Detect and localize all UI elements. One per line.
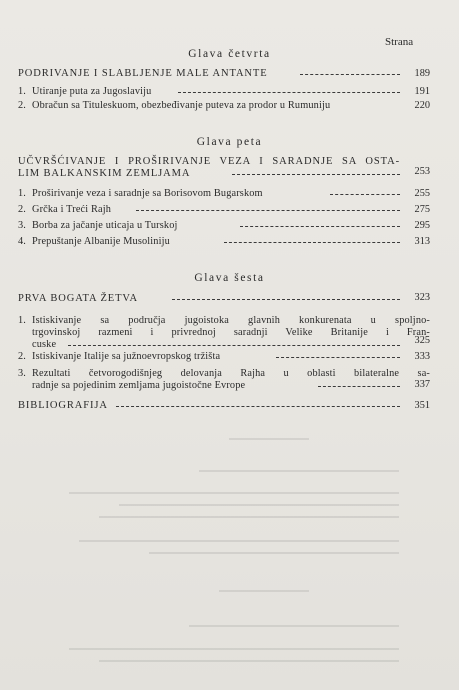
section-heading-4: Glava četvrta	[188, 48, 271, 60]
chapter-title-6: PRVA BOGATA ŽETVA	[18, 293, 139, 304]
dot-leader	[136, 210, 400, 212]
toc-item-text-line3: cuske	[32, 339, 57, 350]
toc-item-text: Proširivanje veza i saradnje sa Borisovom Bugarskom	[32, 188, 263, 199]
toc-item-number: 3.	[18, 368, 27, 379]
bibliography-title: BIBLIOGRAFIJA	[18, 400, 108, 411]
toc-item-page: 333	[414, 351, 430, 362]
toc-item-page: 313	[414, 236, 430, 247]
toc-item-text-line2: trgovinskoj razmeni i privrednoj saradnji Velike Britanije i Fran-	[32, 327, 430, 338]
toc-item-text: Grčka i Treći Rajh	[32, 204, 112, 215]
dot-leader	[300, 74, 400, 76]
toc-item-text: Obračun sa Tituleskuom, obezbeđivanje puteva za prodor u Rumuniju	[32, 100, 331, 111]
toc-item-number: 1.	[18, 315, 27, 326]
toc-item-number: 2.	[18, 100, 27, 111]
chapter-page-6: 323	[414, 292, 430, 303]
bibliography-page: 351	[414, 400, 430, 411]
toc-item-text-line1: Istiskivanje sa područja jugoistoka glavnih konkurenata u spoljno-	[32, 315, 430, 326]
toc-item-page: 220	[414, 100, 430, 111]
toc-item-text: Borba za jačanje uticaja u Turskoj	[32, 220, 178, 231]
toc-item-number: 4.	[18, 236, 27, 247]
toc-item-text-line2: radnje sa pojedinim zemljama jugoistočne Evrope	[32, 380, 246, 391]
section-heading-5: Glava peta	[196, 136, 263, 148]
toc-item-page: 275	[414, 204, 430, 215]
toc-item-page: 295	[414, 220, 430, 231]
toc-item-text: Istiskivanje Italije sa južnoevropskog tržišta	[32, 351, 221, 362]
toc-item-number: 1.	[18, 188, 27, 199]
toc-item-page: 255	[414, 188, 430, 199]
toc-item-number: 2.	[18, 204, 27, 215]
dot-leader	[172, 299, 400, 301]
toc-item-page: 191	[414, 86, 430, 97]
dot-leader	[276, 357, 400, 359]
chapter-page-5: 253	[414, 166, 430, 177]
chapter-title-5-line2: LIM BALKANSKIM ZEMLJAMA	[18, 168, 191, 179]
dot-leader	[178, 92, 400, 94]
chapter-title-4: PODRIVANJE I SLABLJENJE MALE ANTANTE	[18, 68, 268, 79]
toc-item-number: 2.	[18, 351, 27, 362]
toc-item-number: 3.	[18, 220, 27, 231]
chapter-title-5-line1: UČVRŠĆIVANJE I PROŠIRIVANJE VEZA I SARADNJE SA OSTA-	[18, 156, 400, 167]
dot-leader	[68, 345, 400, 347]
toc-item-text: Prepuštanje Albanije Musoliniju	[32, 236, 170, 247]
toc-item-number: 1.	[18, 86, 27, 97]
dot-leader	[240, 226, 400, 228]
toc-item-text-line1: Rezultati četvorogodišnjeg delovanja Rajha u oblasti bilateralne sa-	[32, 368, 430, 379]
chapter-page-4: 189	[414, 68, 430, 79]
dot-leader	[224, 242, 400, 244]
dot-leader	[232, 174, 400, 176]
toc-item-page: 325	[414, 335, 430, 346]
section-heading-6: Glava šesta	[194, 272, 265, 284]
page-column-label: Strana	[385, 36, 414, 48]
toc-item-page: 337	[414, 379, 430, 390]
dot-leader	[318, 386, 400, 388]
toc-item-text: Utiranje puta za Jugoslaviju	[32, 86, 152, 97]
dot-leader	[116, 406, 400, 408]
